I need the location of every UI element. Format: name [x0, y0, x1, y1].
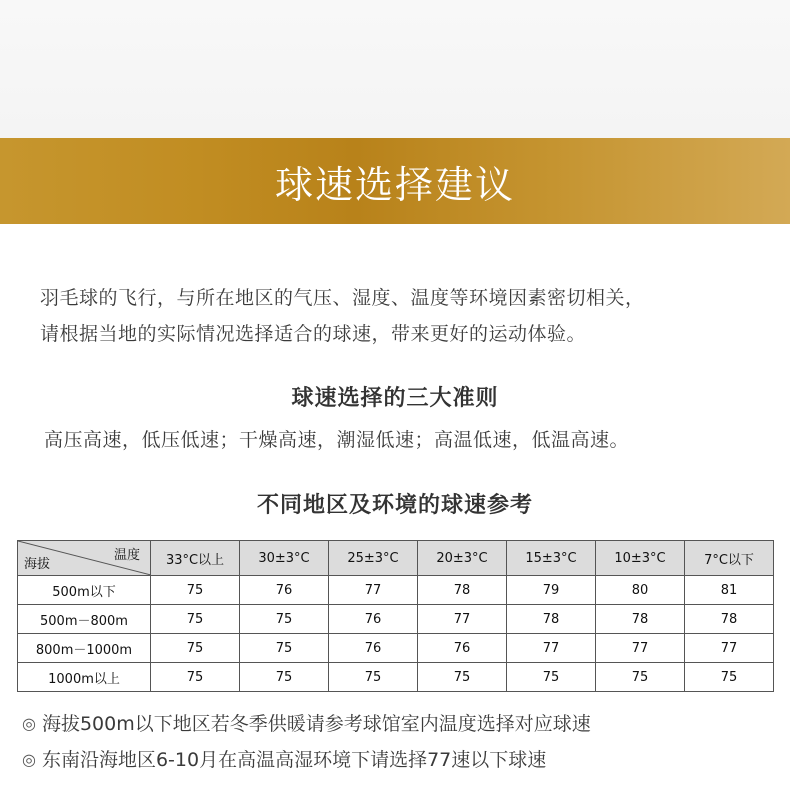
row-label: 500m以下 [18, 576, 151, 605]
table-cell: 81 [685, 576, 774, 605]
title-banner [0, 138, 790, 224]
table-cell: 76 [418, 634, 507, 663]
row-label: 800m－1000m [18, 634, 151, 663]
column-header: 33°C以上 [151, 541, 240, 576]
table-cell: 78 [507, 605, 596, 634]
column-header: 20±3°C [418, 541, 507, 576]
table-corner-cell [18, 541, 151, 576]
table-cell: 75 [418, 663, 507, 692]
table-row [18, 576, 774, 605]
table-cell: 76 [329, 605, 418, 634]
table-cell: 77 [685, 634, 774, 663]
circle-mark-icon: ◎ [22, 714, 36, 733]
section-title-rules: 球速选择的三大准则 [291, 386, 499, 411]
note-item [22, 742, 782, 778]
top-image-area [0, 0, 790, 138]
table-header-row [18, 541, 774, 576]
intro-text [40, 280, 760, 352]
row-label: 1000m以上 [18, 663, 151, 692]
column-header: 15±3°C [507, 541, 596, 576]
column-header: 10±3°C [596, 541, 685, 576]
column-header: 7°C以下 [685, 541, 774, 576]
table-cell: 75 [329, 663, 418, 692]
table-cell: 78 [685, 605, 774, 634]
table-cell: 79 [507, 576, 596, 605]
table-row [18, 605, 774, 634]
notes [22, 706, 782, 778]
table-cell: 75 [151, 634, 240, 663]
intro-line-2: 请根据当地的实际情况选择适合的球速，带来更好的运动体验。 [40, 323, 587, 345]
table-cell: 76 [329, 634, 418, 663]
table-cell: 76 [240, 576, 329, 605]
table-cell: 80 [596, 576, 685, 605]
table-cell: 77 [418, 605, 507, 634]
table-cell: 75 [240, 605, 329, 634]
banner-title: 球速选择建议 [274, 162, 515, 207]
rules-text: 高压高速，低压低速；干燥高速，潮湿低速；高温低速，低温高速。 [44, 429, 630, 451]
table-cell: 75 [151, 605, 240, 634]
table-cell: 77 [507, 634, 596, 663]
corner-label-altitude: 海拔 [24, 557, 51, 572]
table-cell: 78 [418, 576, 507, 605]
table-cell: 77 [596, 634, 685, 663]
table-cell: 75 [596, 663, 685, 692]
circle-mark-icon: ◎ [22, 750, 36, 769]
table-cell: 75 [151, 663, 240, 692]
intro-line-1: 羽毛球的飞行，与所在地区的气压、湿度、温度等环境因素密切相关， [40, 287, 645, 309]
table-cell: 78 [596, 605, 685, 634]
note-item [22, 706, 782, 742]
note-text: 东南沿海地区6-10月在高温高湿环境下请选择77速以下球速 [41, 749, 547, 771]
section-title-reference: 不同地区及环境的球速参考 [256, 493, 533, 518]
speed-reference-table [17, 540, 774, 692]
note-text: 海拔500m以下地区若冬季供暖请参考球馆室内温度选择对应球速 [41, 713, 591, 735]
table-cell: 75 [151, 576, 240, 605]
corner-label-temperature: 温度 [113, 548, 140, 563]
table-row [18, 634, 774, 663]
table-cell: 75 [240, 663, 329, 692]
table-cell: 75 [240, 634, 329, 663]
row-label: 500m－800m [18, 605, 151, 634]
table-cell: 75 [685, 663, 774, 692]
table-row [18, 663, 774, 692]
table-cell: 77 [329, 576, 418, 605]
table-cell: 75 [507, 663, 596, 692]
column-header: 25±3°C [329, 541, 418, 576]
column-header: 30±3°C [240, 541, 329, 576]
